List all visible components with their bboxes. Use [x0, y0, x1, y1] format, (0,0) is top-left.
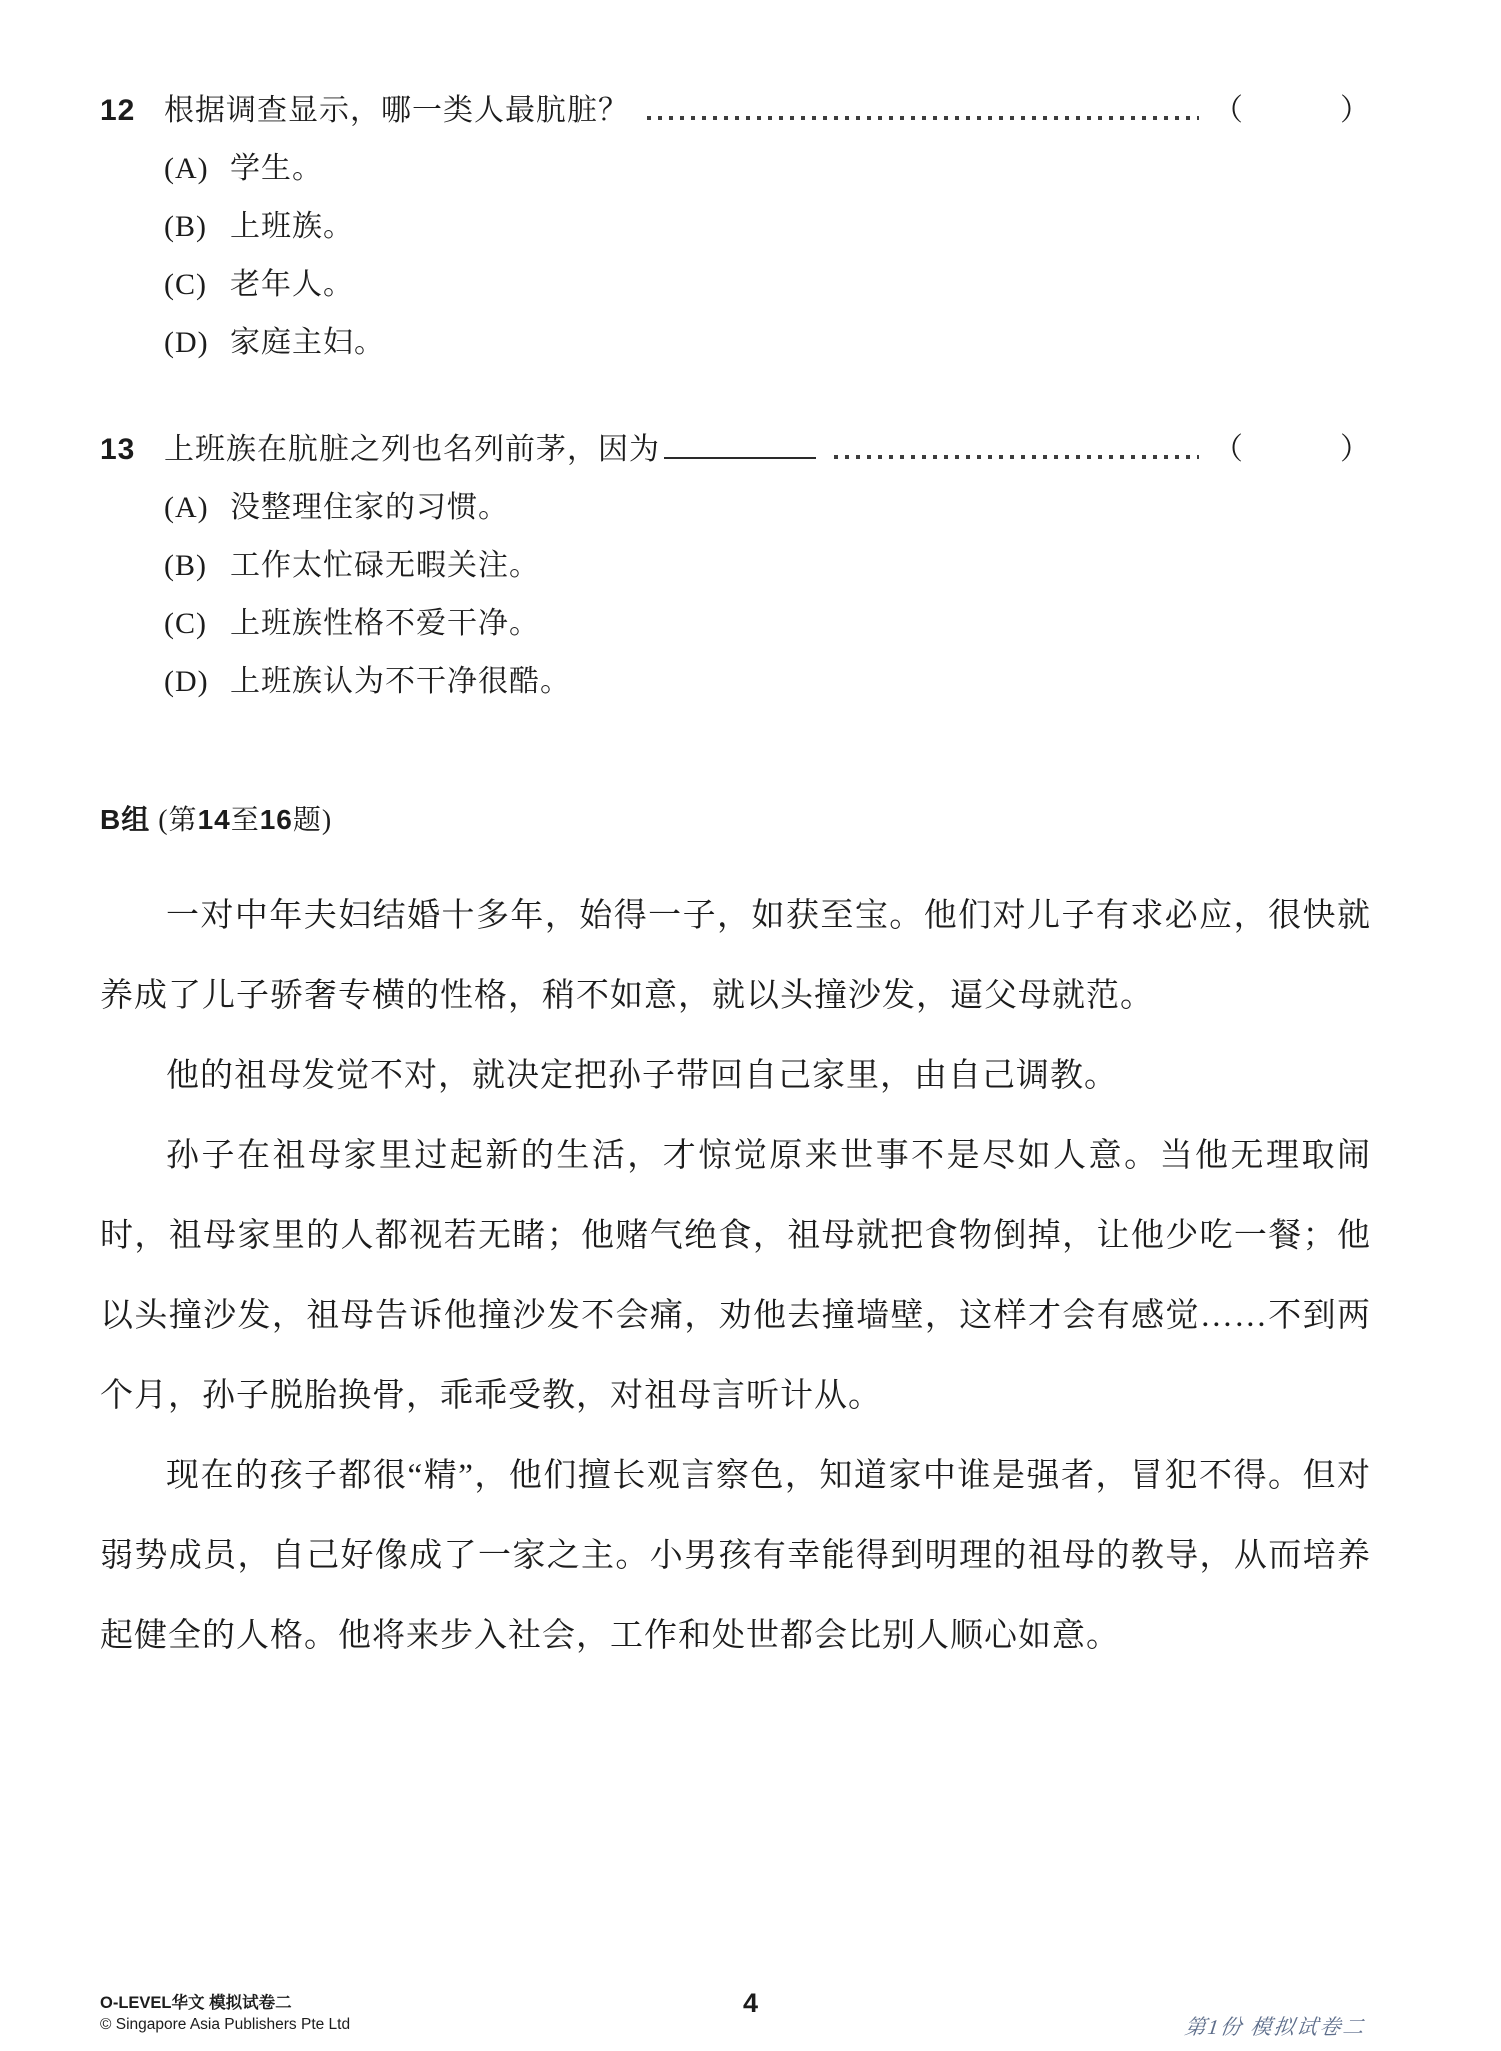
publisher-block: [100, 1993, 350, 2035]
option-text: 上班族认为不干净很酷。: [230, 665, 571, 698]
bracket-open: （: [1213, 94, 1244, 127]
copyright-line: © Singapore Asia Publishers Pte Ltd: [100, 2016, 351, 2033]
option-row: [164, 208, 1371, 245]
option-row: [164, 547, 1371, 584]
option-label: (A): [164, 491, 209, 524]
option-label: (C): [164, 607, 207, 640]
passage-paragraph: 他的祖母发觉不对，就决定把孙子带回自己家里，由自己调教。: [166, 1058, 1118, 1094]
question-13-options: [164, 489, 1371, 700]
section-range-end: 16: [259, 804, 293, 835]
option-label: (D): [164, 665, 209, 698]
question-text: 上班族在肮脏之列也名列前茅，因为: [164, 433, 660, 466]
passage-paragraph: 孙子在祖母家里过起新的生活，才惊觉原来世事不是尽如人意。当他无理取闹时，祖母家里的人都视若无睹；他赌气绝食，祖母就把食物倒掉，让他少吃一餐；他以头撞沙发，祖母告诉他撞沙发不会痛，劝他去撞墙壁，这样才会有感觉……不到两个月，孙子脱胎换骨，乖乖受教，对祖母言听计从。: [100, 1138, 1371, 1414]
option-row: [164, 150, 1371, 187]
option-row: [164, 663, 1371, 700]
answer-space: [1244, 431, 1340, 469]
reading-passage: [100, 876, 1371, 1676]
bracket-open: （: [1213, 433, 1244, 466]
section-label-suffix: 题): [292, 805, 333, 836]
option-label: (D): [164, 326, 209, 359]
section-label: B组: [100, 804, 151, 835]
answer-brackets: [1213, 431, 1371, 469]
page-footer: [0, 1965, 1501, 2051]
option-text: 上班族。: [230, 210, 354, 243]
option-label: (B): [164, 549, 207, 582]
option-row: [164, 266, 1371, 303]
series-title: O-LEVEL华文 模拟试卷二: [100, 1994, 292, 2012]
question-13: [100, 431, 1371, 700]
option-text: 工作太忙碌无暇关注。: [230, 549, 540, 582]
option-row: [164, 489, 1371, 526]
option-row: [164, 605, 1371, 642]
option-label: (C): [164, 268, 207, 301]
option-text: 家庭主妇。: [230, 326, 385, 359]
question-12-stem: [100, 92, 1371, 130]
question-12-options: [164, 150, 1371, 361]
question-text: 根据调查显示，哪一类人最肮脏？: [164, 94, 629, 127]
section-label-text: (第: [150, 805, 198, 836]
passage-paragraph: 一对中年夫妇结婚十多年，始得一子，如获至宝。他们对儿子有求必应，很快就养成了儿子骄奢专横的性格，稍不如意，就以头撞沙发，逼父母就范。: [100, 898, 1371, 1014]
answer-brackets: [1213, 92, 1371, 130]
dotted-leader: [647, 116, 1199, 120]
dotted-leader: [834, 455, 1199, 459]
question-12: [100, 92, 1371, 361]
option-label: (B): [164, 210, 207, 243]
passage-paragraph: 现在的孩子都很“精”，他们擅长观言察色，知道家中谁是强者，冒犯不得。但对弱势成员，自己好像成了一家之主。小男孩有幸能得到明理的祖母的教导，从而培养起健全的人格。他将来步入社会，工作和处世都会比别人顺心如意。: [100, 1458, 1371, 1654]
option-text: 上班族性格不爱干净。: [230, 607, 540, 640]
option-label: (A): [164, 152, 209, 185]
option-row: [164, 324, 1371, 361]
question-13-stem: [100, 431, 1371, 469]
section-range-to: 至: [230, 805, 260, 836]
bracket-close: ）: [1340, 94, 1371, 127]
option-text: 学生。: [230, 152, 323, 185]
fill-in-blank-line: [664, 457, 816, 459]
section-b-heading: [100, 798, 1371, 838]
page-number: 4: [742, 1988, 759, 2018]
bracket-close: ）: [1340, 433, 1371, 466]
section-range-start: 14: [197, 804, 231, 835]
option-text: 没整理住家的习惯。: [230, 491, 509, 524]
answer-space: [1244, 92, 1340, 130]
option-text: 老年人。: [230, 268, 354, 301]
question-number: 13: [100, 433, 136, 466]
handwritten-note: 第1份 模拟试卷二: [1183, 2015, 1368, 2039]
question-number: 12: [100, 94, 136, 127]
